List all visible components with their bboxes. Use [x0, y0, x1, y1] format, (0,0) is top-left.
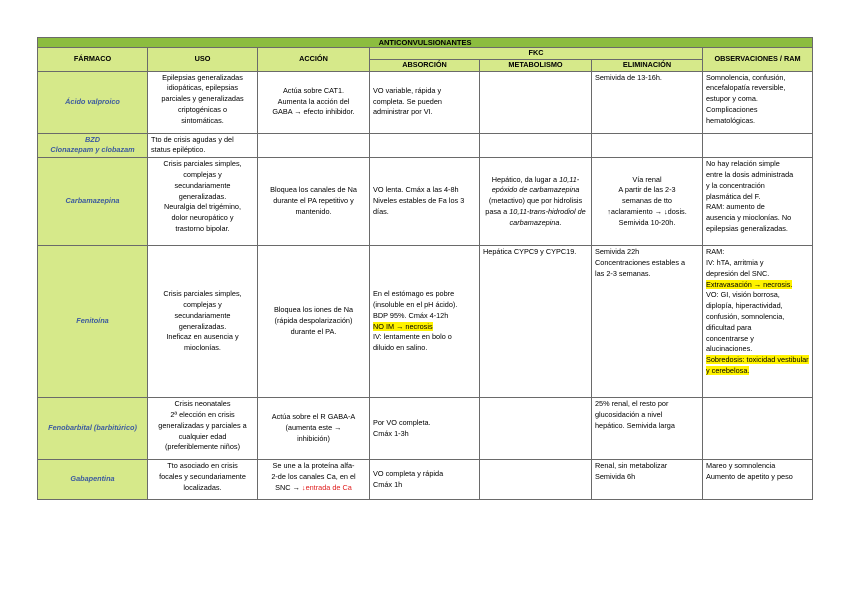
text-line: generalizadas. — [178, 191, 227, 201]
uso-cell — [148, 398, 258, 460]
metabolismo-cell: Hepática CYPC9 y CYPC19. — [480, 246, 592, 398]
abs-line: IV: lentamente en bolo o — [373, 332, 452, 342]
header-eliminacion: ELIMINACIÓN — [592, 59, 703, 71]
text-line: parciales y generalizadas — [161, 94, 244, 104]
obs-line: IV: hTA, arritmia y — [706, 257, 764, 267]
accion-red-text: ↓entrada de Ca — [301, 482, 352, 492]
metabolismo-text-a: Hepático, da lugar a — [491, 174, 560, 184]
metabolismo-cell — [480, 158, 592, 246]
text-line: inhibición) — [297, 434, 330, 444]
drug-name-line1: BZD — [85, 134, 100, 144]
text-line: Bloquea los canales de Na — [270, 185, 357, 195]
observaciones-cell — [703, 246, 813, 398]
elim-line: ↑aclaramiento → ↓dosis. — [607, 207, 687, 217]
accion-cell — [258, 398, 370, 460]
eliminacion-cell — [592, 158, 703, 246]
table-row — [38, 71, 813, 133]
text-line: Aumenta la acción del — [277, 96, 350, 106]
text-line: Ineficaz en ausencia y — [166, 332, 239, 342]
text-line: días. — [373, 207, 389, 217]
header-uso: USO — [148, 48, 258, 72]
obs-line: confusión, somnolencia, — [706, 311, 785, 321]
text-line: Neuralgia del trigémino, — [163, 202, 242, 212]
text-line: VO variable, rápida y — [373, 85, 442, 95]
abs-line: En el estómago es pobre — [373, 289, 455, 299]
abs-highlight: NO IM → necrosis — [373, 321, 433, 331]
anticonvulsionantes-table — [37, 37, 813, 500]
text-line: Semivida 22h — [595, 247, 640, 257]
text-line: Tto asociado en crisis — [167, 461, 238, 471]
drug-name: Ácido valproico — [38, 71, 148, 133]
uso-cell — [148, 158, 258, 246]
text-line: plasmática del F. — [706, 191, 761, 201]
observaciones-cell — [703, 398, 813, 460]
accion-cell — [258, 71, 370, 133]
text-line: Aumento de apetito y peso — [706, 471, 793, 481]
text-line: criptogénicas o — [177, 104, 228, 114]
text-line: Crisis parciales simples, — [163, 289, 242, 299]
text-line: Semivida 6h — [595, 471, 636, 481]
drug-name: Gabapentina — [38, 460, 148, 500]
text-line: VO completa y rápida — [373, 468, 444, 478]
header-farmaco: FÁRMACO — [38, 48, 148, 72]
table-row — [38, 133, 813, 158]
text-line: estupor y coma. — [706, 94, 758, 104]
metabolismo-cell — [480, 460, 592, 500]
text-line: hematológicas. — [706, 115, 756, 125]
text-line: focales y secundariamente — [159, 471, 246, 481]
obs-line: VO: GI, visión borrosa, — [706, 290, 780, 300]
drug-name — [38, 133, 148, 158]
text-line: sintomáticas. — [181, 115, 224, 125]
uso-cell — [148, 71, 258, 133]
elim-line: semanas de tto — [622, 196, 672, 206]
drug-name-line2: Clonazepam y clobazam — [50, 145, 135, 155]
text-line: las 2-3 semanas. — [595, 268, 651, 278]
metabolismo-text-e: . — [559, 217, 562, 227]
text-line: status epiléptico. — [151, 145, 206, 155]
absorcion-cell — [370, 71, 480, 133]
text-line: Concentraciones estables a — [595, 257, 686, 267]
text-line: Bloquea los iones de Na — [273, 305, 354, 315]
text-line: Epilepsias generalizadas — [162, 72, 243, 82]
metabolismo-text-b: 10,11-epóxido de carbamazepina — [491, 174, 580, 195]
obs-line: RAM: — [706, 247, 725, 257]
drug-name: Carbamazepina — [38, 158, 148, 246]
obs-line: alucinaciones. — [706, 344, 753, 354]
text-line: Crisis neonatales — [174, 399, 231, 409]
text-line: secundariamente — [174, 180, 231, 190]
text-line: RAM: aumento de — [706, 202, 765, 212]
text-line: localizadas. — [183, 482, 222, 492]
text-line: Cmáx 1-3h — [373, 428, 409, 438]
text-line: complejas y — [183, 300, 222, 310]
text-line: mantenido. — [295, 207, 332, 217]
text-line: Semivida de 13-16h. — [595, 72, 662, 82]
text-line: Tto de crisis agudas y del — [151, 134, 234, 144]
table-row — [38, 158, 813, 246]
text-line: Renal, sin metabolizar — [595, 461, 668, 471]
text-line: Crisis parciales simples, — [163, 159, 242, 169]
accion-line: SNC → — [275, 482, 302, 492]
text-line: Mareo y somnolencia — [706, 461, 776, 471]
header-accion: ACCIÓN — [258, 48, 370, 72]
text-line: glucosidación a nivel — [595, 409, 663, 419]
text-line: (aumenta este → — [285, 423, 342, 433]
header-absorcion: ABSORCIÓN — [370, 59, 480, 71]
observaciones-cell — [703, 158, 813, 246]
text-line: Complicaciones — [706, 104, 758, 114]
table-row — [38, 246, 813, 398]
text-line: complejas y — [183, 169, 222, 179]
header-fkc: FKC — [370, 48, 703, 60]
obs-highlight-sobredosis: Sobredosis: toxicidad vestibular y cerebelosa. — [706, 355, 809, 375]
absorcion-cell — [370, 398, 480, 460]
obs-highlight-extravasacion: Extravasación → necrosis. — [706, 279, 793, 289]
absorcion-cell — [370, 158, 480, 246]
text-line: secundariamente — [174, 310, 231, 320]
text-line: ausencia y mioclonías. No — [706, 213, 792, 223]
table-row — [38, 398, 813, 460]
text-line: trastorno bipolar. — [175, 223, 230, 233]
obs-line: diplopía, hiperactividad, — [706, 301, 783, 311]
text-line: y la concentración — [706, 180, 765, 190]
text-line: VO lenta. Cmáx a las 4-8h — [373, 185, 459, 195]
text-line: dolor neuropático y — [171, 213, 234, 223]
drug-name: Fenitoína — [38, 246, 148, 398]
text-line: 25% renal, el resto por — [595, 399, 669, 409]
text-line: 2ª elección en crisis — [170, 409, 235, 419]
observaciones-cell — [703, 460, 813, 500]
accion-line: Se une a la proteína alfa- — [272, 461, 355, 471]
elim-line: Semivida 10-20h. — [618, 217, 676, 227]
text-line: (preferiblemente niños) — [164, 442, 241, 452]
accion-cell — [258, 246, 370, 398]
text-line: epilepsias generalizadas. — [706, 223, 788, 233]
abs-line: diluido en salino. — [373, 343, 428, 353]
metabolismo-text-c: (metactivo) que por hidrolisis pasa a — [485, 196, 583, 217]
text-line: cualquier edad — [178, 431, 227, 441]
eliminacion-cell — [592, 246, 703, 398]
text-line: Somnolencia, confusión, — [706, 72, 786, 82]
eliminacion-cell — [592, 460, 703, 500]
obs-line: concentrarse y — [706, 333, 754, 343]
table-title: ANTICONVULSIONANTES — [38, 38, 813, 48]
text-line: GABA → efecto inhibidor. — [272, 107, 355, 117]
text-line: generalizadas. — [178, 321, 227, 331]
text-line: Actúa sobre CAT1. — [282, 85, 345, 95]
text-line: No hay relación simple — [706, 159, 780, 169]
header-metabolismo: METABOLISMO — [480, 59, 592, 71]
text-line: durante el PA. — [290, 327, 337, 337]
text-line: completa. Se pueden — [373, 96, 442, 106]
text-line: encefalopatía reversible, — [706, 83, 786, 93]
text-line: generalizadas y parciales a — [158, 420, 247, 430]
elim-line: Vía renal — [632, 174, 662, 184]
drug-name: Fenobarbital (barbitúrico) — [38, 398, 148, 460]
obs-line: dificultad para — [706, 322, 752, 332]
eliminacion-cell — [592, 398, 703, 460]
text-line: Niveles estables de Fa los 3 — [373, 196, 465, 206]
text-line: Por VO completa. — [373, 417, 431, 427]
header-observaciones: OBSERVACIONES / RAM — [703, 48, 813, 72]
table-row — [38, 460, 813, 500]
metabolismo-cell — [480, 398, 592, 460]
text-line: idiopáticas, epilepsias — [167, 83, 238, 93]
text-line: mioclonías. — [184, 343, 221, 353]
accion-cell — [258, 158, 370, 246]
absorcion-cell — [370, 246, 480, 398]
absorcion-cell — [370, 460, 480, 500]
accion-line: 2-de los canales Ca, en el — [271, 471, 356, 481]
text-line: hepático. Semivida larga — [595, 420, 675, 430]
metabolismo-cell — [480, 71, 592, 133]
uso-cell — [148, 460, 258, 500]
abs-line: BDP 95%. Cmáx 4-12h — [373, 310, 449, 320]
uso-cell — [148, 246, 258, 398]
observaciones-cell — [703, 71, 813, 133]
abs-line: (insoluble en el pH ácido). — [373, 300, 458, 310]
accion-cell — [258, 460, 370, 500]
obs-line: depresión del SNC. — [706, 268, 770, 278]
metabolismo-text-d: 10,11-trans-hidrodiol de carbamazepina — [509, 207, 586, 227]
text-line: durante el PA repetitivo y — [273, 196, 354, 206]
text-line: Cmáx 1h — [373, 479, 403, 489]
eliminacion-cell — [592, 71, 703, 133]
text-line: entre la dosis administrada — [706, 169, 794, 179]
text-line: (rápida despolarización) — [274, 316, 353, 326]
elim-line: A partir de las 2-3 — [618, 185, 676, 195]
text-line: Actúa sobre el R GABA-A — [271, 412, 356, 422]
uso-cell — [148, 133, 258, 158]
text-line: administrar por VI. — [373, 107, 433, 117]
